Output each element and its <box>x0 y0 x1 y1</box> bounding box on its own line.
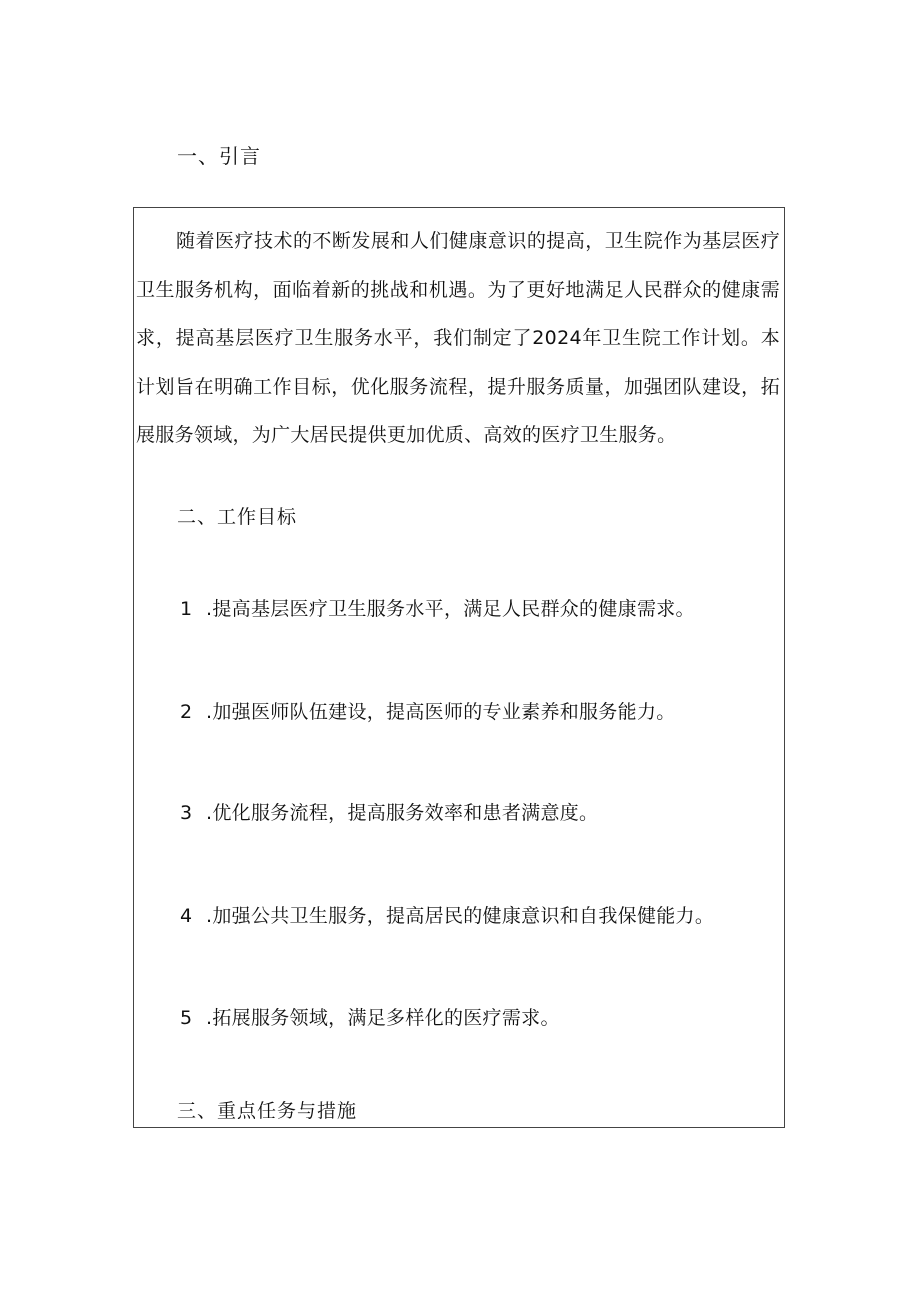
section-heading-goals: 二、工作目标 <box>177 506 298 528</box>
section-heading-key-tasks: 三、重点任务与措施 <box>177 1100 358 1122</box>
goal-item <box>180 798 598 828</box>
goal-number: 2 <box>180 701 193 723</box>
goal-item <box>180 1003 560 1033</box>
goal-item <box>180 901 714 931</box>
goal-text: .提高基层医疗卫生服务水平，满足人民群众的健康需求。 <box>206 598 695 620</box>
goal-text: .拓展服务领域，满足多样化的医疗需求。 <box>206 1007 560 1029</box>
goal-text: .优化服务流程，提高服务效率和患者满意度。 <box>206 802 599 824</box>
goal-text: .加强公共卫生服务，提高居民的健康意识和自我保健能力。 <box>206 905 715 927</box>
goal-number: 1 <box>180 598 193 620</box>
goal-text: .加强医师队伍建设，提高医师的专业素养和服务能力。 <box>206 701 676 723</box>
goal-number: 4 <box>180 905 193 927</box>
goal-item <box>180 594 695 624</box>
goal-number: 5 <box>180 1007 193 1029</box>
intro-paragraph: 随着医疗技术的不断发展和人们健康意识的提高，卫生院作为基层医疗卫生服务机构，面临着新的挑战和机遇。为了更好地满足人民群众的健康需求，提高基层医疗卫生服务水平，我们制定了2024年卫生院工作计划。本计划旨在明确工作目标，优化服务流程，提升服务质量，加强团队建设，拓展服务领域，为广大居民提供更加优质、高效的医疗卫生服务。 <box>136 230 780 447</box>
goal-number: 3 <box>180 802 193 824</box>
section-heading-introduction: 一、引言 <box>177 144 261 168</box>
goal-item <box>180 697 676 727</box>
